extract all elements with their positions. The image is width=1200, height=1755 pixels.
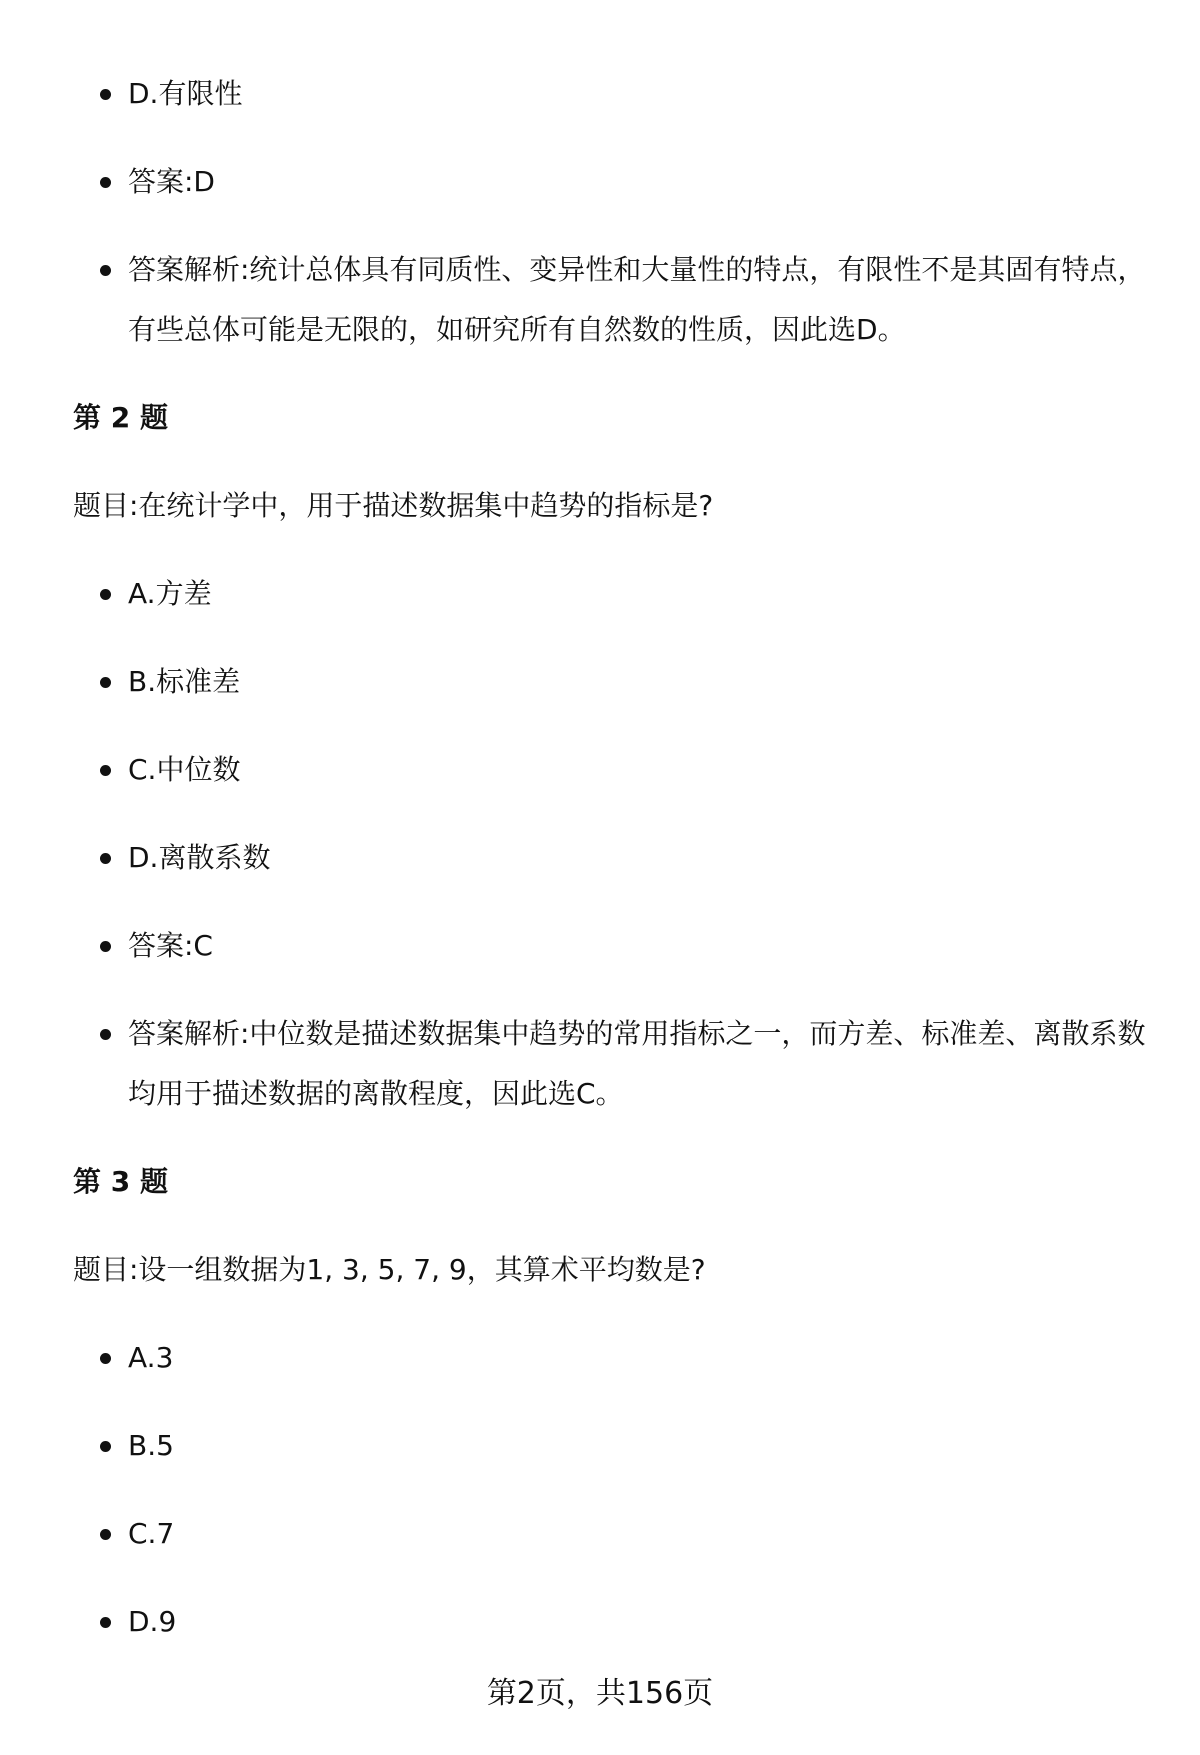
explanation-text: 答案解析:统计总体具有同质性、变异性和大量性的特点，有限性不是其固有特点，有些总体可能是无限的，如研究所有自然数的性质，因此选D。 bbox=[128, 253, 1146, 346]
option-text: B.5 bbox=[128, 1429, 174, 1462]
bullet-icon bbox=[100, 853, 111, 864]
bullet-icon bbox=[100, 89, 111, 100]
bullet-icon bbox=[100, 1353, 111, 1364]
bullet-icon bbox=[100, 1617, 111, 1628]
option-item bbox=[73, 1504, 1153, 1564]
option-item bbox=[73, 1592, 1153, 1652]
bullet-icon bbox=[100, 677, 111, 688]
option-text: D.9 bbox=[128, 1605, 177, 1638]
answer-text: 答案:D bbox=[128, 165, 215, 198]
option-item bbox=[73, 652, 1153, 712]
bullet-icon bbox=[100, 589, 111, 600]
option-text: B.标准差 bbox=[128, 665, 241, 698]
option-text: C.7 bbox=[128, 1517, 175, 1550]
option-item bbox=[73, 564, 1153, 624]
question-stem: 题目:设一组数据为1, 3, 5, 7, 9，其算术平均数是? bbox=[73, 1253, 706, 1286]
question-heading: 第 3 题 bbox=[73, 1165, 168, 1198]
explanation-item bbox=[73, 240, 1153, 360]
answer-text: 答案:C bbox=[128, 929, 213, 962]
bullet-icon bbox=[100, 1029, 111, 1040]
question-stem: 题目:在统计学中，用于描述数据集中趋势的指标是? bbox=[73, 489, 714, 522]
option-text: D.离散系数 bbox=[128, 841, 271, 874]
question-heading: 第 2 题 bbox=[73, 401, 168, 434]
page-content bbox=[73, 64, 1153, 1680]
explanation-text: 答案解析:中位数是描述数据集中趋势的常用指标之一，而方差、标准差、离散系数均用于描述数据的离散程度，因此选C。 bbox=[128, 1017, 1146, 1110]
option-text: A.3 bbox=[128, 1341, 174, 1374]
option-item bbox=[73, 1328, 1153, 1388]
bullet-icon bbox=[100, 1529, 111, 1540]
bullet-icon bbox=[100, 1441, 111, 1452]
option-item bbox=[73, 64, 1153, 124]
option-item bbox=[73, 1416, 1153, 1476]
bullet-icon bbox=[100, 265, 111, 276]
option-item bbox=[73, 828, 1153, 888]
bullet-icon bbox=[100, 941, 111, 952]
page-footer: 第2页，共156页 bbox=[486, 1676, 714, 1711]
answer-item bbox=[73, 916, 1153, 976]
bullet-icon bbox=[100, 765, 111, 776]
answer-item bbox=[73, 152, 1153, 212]
option-item bbox=[73, 740, 1153, 800]
option-text: D.有限性 bbox=[128, 77, 243, 110]
option-text: A.方差 bbox=[128, 577, 212, 610]
bullet-icon bbox=[100, 177, 111, 188]
option-text: C.中位数 bbox=[128, 753, 241, 786]
explanation-item bbox=[73, 1004, 1153, 1124]
